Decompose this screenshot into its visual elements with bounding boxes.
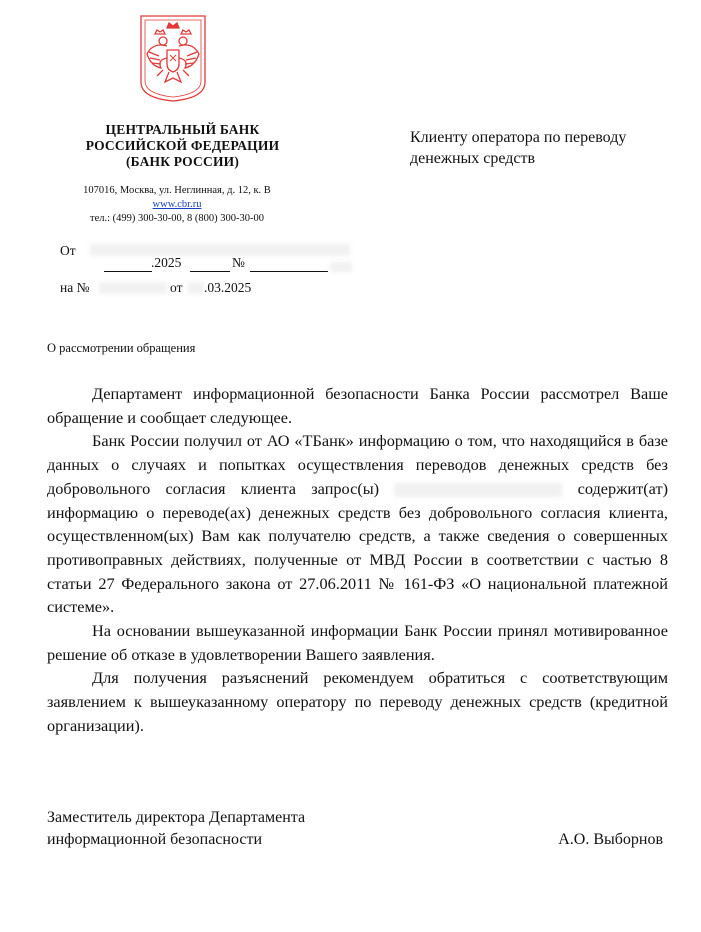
subject-line: О рассмотрении обращения xyxy=(47,341,196,355)
redacted-request-id xyxy=(394,483,562,497)
organization-name xyxy=(70,122,295,170)
signatory-title-line-1: Заместитель директора Департамента xyxy=(47,809,306,826)
paragraph-2-part-2: содержит(ат) информацию о переводе(ах) денежных средств без добровольного согласия клиента, осуществленном(ых) Вам как получателю средств, а также сведения о совершенных противоправных действиях, полученные от МВД России в соответствии с частью 8 статьи 27 Федерального закона от 27.06.2011 № 161-ФЗ «О национальной платежной системе». xyxy=(47,478,668,617)
address: 107016, Москва, ул. Неглинная, д. 12, к. В xyxy=(83,185,271,196)
paragraph-4: Для получения разъяснений рекомендуем обратиться с соответствующим заявлением к вышеуказанному оператору по переводу денежных средств (кредитной организации). xyxy=(47,668,668,735)
recipient-line-1: Клиенту оператора по переводу xyxy=(410,129,627,146)
recipient-line-2: денежных средств xyxy=(410,150,536,167)
redacted-number xyxy=(330,262,352,272)
from-label: От xyxy=(60,243,76,258)
website-link[interactable]: www.cbr.ru xyxy=(152,199,202,210)
paragraph-2-part-1: Банк России получил от АО «ТБанк» информацию о том, что находящийся в базе данных о случаях и попытках осуществления переводов денежных средств без добровольного согласия клиента запрос(ы) xyxy=(47,431,668,498)
org-line-3: (БАНК РОССИИ) xyxy=(125,154,240,169)
letter-body xyxy=(47,382,668,738)
paragraph-2 xyxy=(47,429,668,619)
number-line xyxy=(250,270,328,272)
paragraph-3: На основании вышеуказанной информации Банк России принял мотивированное решение об отказе в удовлетворении Вашего заявления. xyxy=(47,621,668,664)
signatory-title-line-2: информационной безопасности xyxy=(47,831,263,848)
org-line-2: РОССИЙСКОЙ ФЕДЕРАЦИИ xyxy=(85,138,280,153)
org-line-1: ЦЕНТРАЛЬНЫЙ БАНК xyxy=(105,122,260,137)
signatory-name: А.О. Выборнов xyxy=(558,831,663,848)
to-label: на № xyxy=(60,280,90,295)
double-headed-eagle-emblem xyxy=(137,14,209,102)
redacted-area xyxy=(90,244,350,256)
redacted-to-number xyxy=(99,282,167,294)
signatory-title xyxy=(47,807,305,851)
from-date-tail-line xyxy=(190,270,230,272)
recipient-block xyxy=(410,127,626,169)
to-from-label: от xyxy=(170,280,183,295)
redacted-to-day xyxy=(188,282,204,294)
number-label: № xyxy=(232,255,245,270)
phones: тел.: (499) 300-30-00, 8 (800) 300-30-00 xyxy=(89,213,264,224)
paragraph-1: Департамент информационной безопасности Банка России рассмотрел Ваше обращение и сообщает следующее. xyxy=(47,384,668,427)
from-date: .2025 xyxy=(151,255,182,270)
to-date: .03.2025 xyxy=(204,280,252,295)
from-date-line xyxy=(104,270,152,272)
address-block xyxy=(62,184,292,226)
